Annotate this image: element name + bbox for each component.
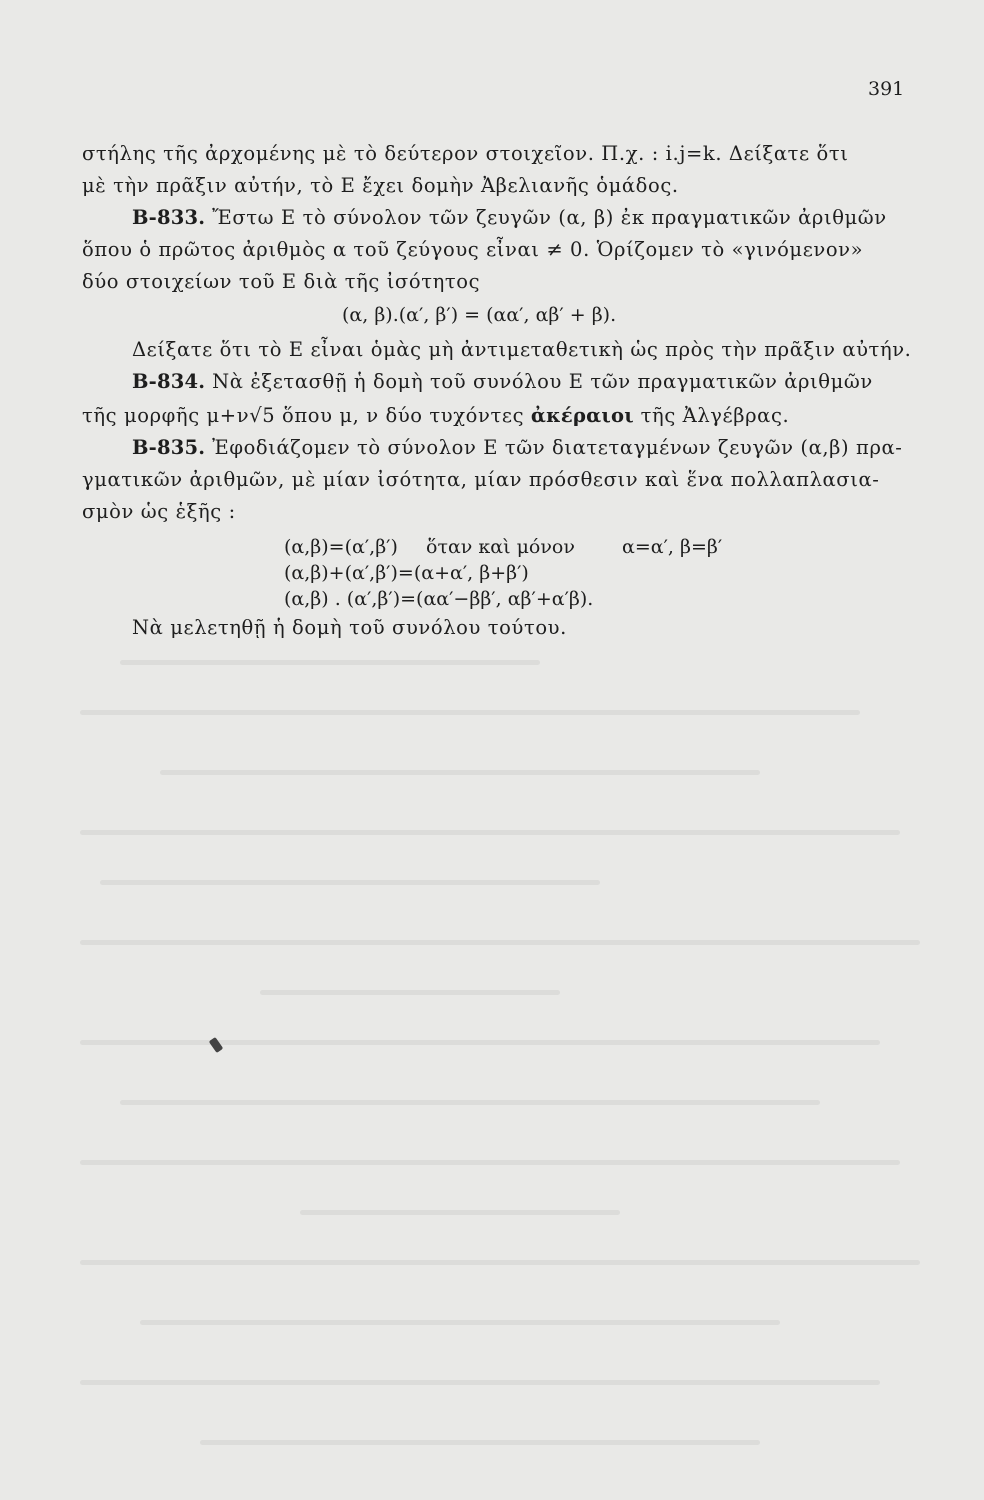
text-line-4: ὅπου ὁ πρῶτος ἀριθμὸς α τοῦ ζεύγους εἶναι ≠ 0. Ὁρίζομεν τὸ «γινόμενον» xyxy=(82,238,864,261)
text-line-6: Δείξατε ὅτι τὸ Ε εἶναι ὁμὰς μὴ ἀντιμεταθετικὴ ὡς πρὸς τὴν πρᾶξιν αὐτήν. xyxy=(132,338,912,361)
text-line-8-start: τῆς μορφῆς μ+ν√5 ὅπου μ, ν δύο τυχόντες xyxy=(82,404,525,427)
problem-label-b835: Β-835. xyxy=(132,436,206,459)
text-line-11: σμὸν ὡς ἑξῆς : xyxy=(82,500,236,523)
text-line-5: δύο στοιχείων τοῦ Ε διὰ τῆς ἰσότητος xyxy=(82,270,481,293)
problem-b833 xyxy=(132,206,887,229)
equation-product-definition: (α, β).(α′, β′) = (αα′, αβ′ + β). xyxy=(342,304,617,326)
problem-label-b833: Β-833. xyxy=(132,206,206,229)
text-line-3: Ἔστω Ε τὸ σύνολον τῶν ζευγῶν (α, β) ἐκ πραγματικῶν ἀριθμῶν xyxy=(212,206,887,229)
text-line-1: στήλης τῆς ἀρχομένης μὲ τὸ δεύτερον στοιχεῖον. Π.χ. : i.j=k. Δείξατε ὅτι xyxy=(82,142,849,165)
equation-equality-rhs: α=α′, β=β′ xyxy=(622,536,723,558)
text-line-7: Νὰ ἐξετασθῇ ἡ δομὴ τοῦ συνόλου Ε τῶν πραγματικῶν ἀριθμῶν xyxy=(212,370,873,393)
text-line-12: Νὰ μελετηθῇ ἡ δομὴ τοῦ συνόλου τούτου. xyxy=(132,616,567,639)
text-line-10: γματικῶν ἀριθμῶν, μὲ μίαν ἰσότητα, μίαν πρόσθεσιν καὶ ἕνα πολλαπλασια- xyxy=(82,468,880,491)
text-line-8-end: τῆς Ἀλγέβρας. xyxy=(640,404,790,427)
page-number: 391 xyxy=(868,78,905,100)
text-line-9: Ἐφοδιάζομεν τὸ σύνολον Ε τῶν διατεταγμένων ζευγῶν (α,β) πρα- xyxy=(212,436,903,459)
equation-addition: (α,β)+(α′,β′)=(α+α′, β+β′) xyxy=(284,562,529,584)
equation-equality-condition: ὅταν καὶ μόνον xyxy=(426,536,575,558)
equation-equality-lhs: (α,β)=(α′,β′) xyxy=(284,536,398,558)
bleed-through-text-background xyxy=(0,640,984,1500)
bold-word-integers: ἀκέραιοι xyxy=(530,404,634,427)
equation-multiplication: (α,β) . (α′,β′)=(αα′−ββ′, αβ′+α′β). xyxy=(284,588,594,610)
problem-label-b834: Β-834. xyxy=(132,370,206,393)
text-line-8 xyxy=(82,404,789,427)
text-line-2: μὲ τὴν πρᾶξιν αὐτήν, τὸ Ε ἔχει δομὴν Ἀβελιανῆς ὁμάδος. xyxy=(82,174,679,197)
problem-b834 xyxy=(132,370,873,393)
problem-b835 xyxy=(132,436,903,459)
